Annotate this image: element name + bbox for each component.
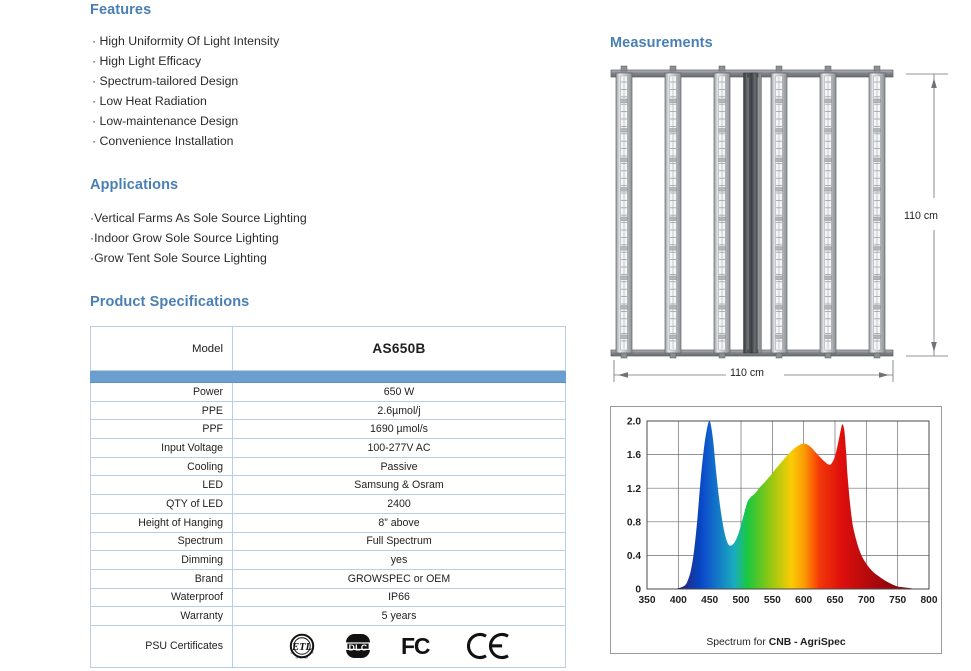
x-axis-tick-label: 400 [669,595,687,606]
table-accent-band [91,371,566,383]
feature-item: · High Uniformity Of Light Intensity [92,34,280,48]
y-axis-tick-label: 1.2 [626,483,641,495]
ce-certification-icon [467,632,511,660]
height-dimension-label: 110 cm [904,210,938,222]
table-row [91,327,566,371]
spec-value: Passive [233,457,566,476]
table-row [91,588,566,607]
table-row [91,551,566,570]
led-bar [771,66,787,358]
fc-certification-icon [400,633,440,659]
x-axis-tick-label: 450 [701,595,719,606]
spec-label: QTY of LED [91,495,233,514]
applications-heading: Applications [90,177,179,193]
features-heading: Features [90,2,152,18]
certificate-logos [233,626,565,667]
led-bar [665,66,681,358]
spectrum-chart-caption [611,637,941,648]
application-item: ·Grow Tent Sole Source Lighting [90,251,267,265]
caption-prefix: Spectrum for [706,637,769,648]
spec-value: yes [233,551,566,570]
y-axis-tick-label: 1.6 [626,450,641,462]
x-axis-tick-label: 700 [857,595,875,606]
specifications-table [90,326,566,668]
table-row [91,457,566,476]
spec-label: Waterproof [91,588,233,607]
spec-value: 650 W [233,383,566,402]
svg-text:INTERTEK: INTERTEK [295,657,308,661]
feature-item: · Convenience Installation [92,134,234,148]
specifications-heading: Product Specifications [90,294,250,310]
svg-text:FC: FC [400,633,430,660]
spec-value: 1690 µmol/s [233,420,566,439]
spec-label: PPE [91,401,233,420]
spec-value: 5 years [233,607,566,626]
spectrum-chart-card [610,406,942,654]
y-axis-tick-label: 0.8 [626,517,641,529]
application-item: ·Indoor Grow Sole Source Lighting [90,231,279,245]
spec-value: 8” above [233,513,566,532]
feature-item: · Spectrum-tailored Design [92,74,239,88]
spec-label: Cooling [91,457,233,476]
etl-certification-icon [287,631,317,661]
spec-value: Full Spectrum [233,532,566,551]
applications-list [90,208,307,268]
x-axis-tick-label: 800 [920,595,938,606]
x-axis-tick-label: 650 [826,595,844,606]
led-bar [714,66,730,358]
y-axis-tick-label: 0.4 [626,551,641,562]
spec-label: Dimming [91,551,233,570]
led-bar [616,66,632,358]
svg-text:c: c [290,650,292,655]
caption-bold: CNB - AgriSpec [768,637,846,648]
fixture-drawing [608,62,908,362]
spec-value: AS650B [233,327,566,371]
spec-label: Spectrum [91,532,233,551]
spec-label: Power [91,383,233,402]
svg-text:ETL: ETL [291,642,312,654]
measurements-heading: Measurements [610,35,713,51]
spectrum-chart [611,407,941,629]
x-axis-tick-label: 500 [732,595,750,606]
spec-label: LED [91,476,233,495]
measurements-diagram [608,62,938,379]
spectrum-area [647,421,929,589]
table-row [91,476,566,495]
table-row [91,401,566,420]
dlc-certification-icon [344,632,372,660]
feature-item: · High Light Efficacy [92,54,202,68]
y-axis-tick-label: 0 [635,584,641,596]
application-item: ·Vertical Farms As Sole Source Lighting [90,211,307,225]
spec-value: 100-277V AC [233,439,566,458]
spec-value: Samsung & Osram [233,476,566,495]
accent-band-right [233,371,566,383]
spec-label: Model [91,327,233,371]
svg-text:DLC: DLC [348,642,368,653]
width-dimension-label: 110 cm [730,367,764,379]
feature-item: · Low-maintenance Design [92,114,239,128]
table-row [91,607,566,626]
spec-value: IP66 [233,588,566,607]
spec-value: 2400 [233,495,566,514]
x-axis-tick-label: 750 [889,595,907,606]
y-axis-tick-label: 2.0 [626,416,641,428]
spec-value: 2.6µmol/j [233,401,566,420]
accent-band-left [91,371,233,383]
led-bar [869,66,885,358]
x-axis-tick-label: 600 [795,595,813,606]
feature-item: · Low Heat Radiation [92,94,207,108]
features-list [92,31,279,151]
svg-text:us: us [309,650,314,655]
table-row [91,420,566,439]
table-row [91,532,566,551]
spec-label: PSU Certificates [91,625,233,667]
spec-label: PPF [91,420,233,439]
led-bar [820,66,836,358]
spec-value [233,625,566,667]
table-row [91,495,566,514]
x-axis-tick-label: 350 [638,595,656,606]
table-row [91,569,566,588]
table-row [91,383,566,402]
table-row [91,513,566,532]
x-axis-tick-label: 550 [763,595,781,606]
spec-value: GROWSPEC or OEM [233,569,566,588]
table-row [91,625,566,667]
spec-label: Brand [91,569,233,588]
spec-label: Height of Hanging [91,513,233,532]
table-row [91,439,566,458]
spec-label: Input Voltage [91,439,233,458]
spec-label: Warranty [91,607,233,626]
